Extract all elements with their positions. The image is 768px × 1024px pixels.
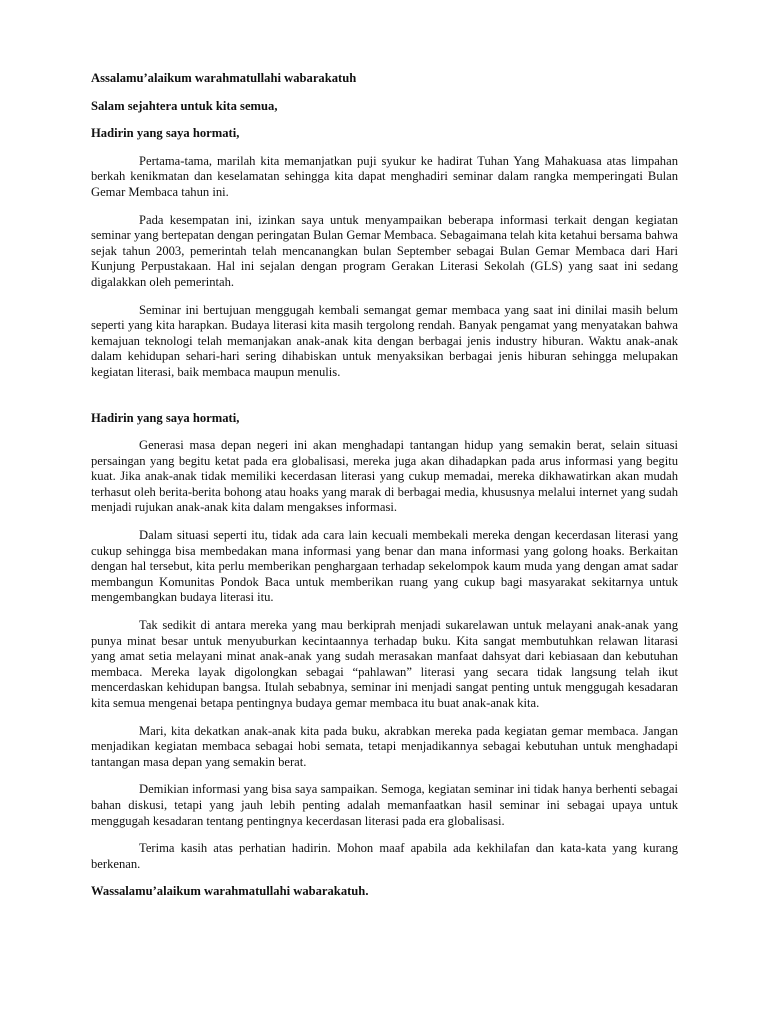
section-spacer bbox=[91, 393, 678, 411]
paragraph-9: Terima kasih atas perhatian hadirin. Mohon maaf apabila ada kekhilafan dan kata-kata yang kurang berkenan. bbox=[91, 841, 678, 871]
paragraph-1: Pertama-tama, marilah kita memanjatkan puji syukur ke hadirat Tuhan Yang Mahakuasa atas limpahan berkah kenikmatan dan keselamatan sehingga kita dapat menghadiri seminar dalam rangka memperingati Bulan Gemar Membaca tahun ini. bbox=[91, 153, 678, 199]
paragraph-5: Dalam situasi seperti itu, tidak ada cara lain kecuali membekali mereka dengan kecerdasan literasi yang cukup sehingga bisa membedakan mana informasi yang benar dan mana informasi yang golong hoaks. Berkaitan dengan hal tersebut, kita perlu memberikan penghargaan terhadap sekelompok kaum muda yang dengan amat sadar membangun Komunitas Pondok Baca untuk memberikan ruang yang cukup bagi masyarakat sekitarnya untuk mengembangkan budaya literasi itu. bbox=[91, 528, 678, 605]
paragraph-4: Generasi masa depan negeri ini akan menghadapi tantangan hidup yang semakin berat, selain situasi persaingan yang begitu ketat pada era globalisasi, mereka juga akan dihadapkan pada arus informasi yang begitu kuat. Jika anak-anak tidak memiliki kecerdasan literasi yang cukup memadai, mereka dikhawatirkan akan mudah terhasut oleh berita-berita bohong atau hoaks yang marak di berbagai media, khususnya melalui internet yang sudah menjadi rujukan anak-anak kita dalam mengakses informasi. bbox=[91, 438, 678, 515]
salutation: Salam sejahtera untuk kita semua, bbox=[91, 98, 278, 113]
paragraph-7: Mari, kita dekatkan anak-anak kita pada buku, akrabkan mereka pada kegiatan gemar membaca. Jangan menjadikan kegiatan membaca sebagai hobi semata, tetapi menjadikannya sebagai kebutuhan untuk menghadapi tantangan masa depan yang semakin berat. bbox=[91, 723, 678, 769]
paragraph-3: Seminar ini bertujuan menggugah kembali semangat gemar membaca yang saat ini dinilai masih belum seperti yang kita harapkan. Budaya literasi kita masih tergolong rendah. Banyak pengamat yang menyatakan bahwa kemajuan teknologi telah memanjakan anak-anak kita dengan berbagai jenis industry hiburan. Waktu anak-anak dalam kehidupan sehari-hari sering dihabiskan untuk menyaksikan berbagai jenis hiburan sehingga melupakan kegiatan literasi, baik membaca maupun menulis. bbox=[91, 302, 678, 379]
paragraph-8: Demikian informasi yang bisa saya sampaikan. Semoga, kegiatan seminar ini tidak hanya berhenti sebagai bahan diskusi, tetapi yang jauh lebih penting adalah memanfaatkan hasil seminar ini sebagai upaya untuk menggugah kesadaran tentang pentingnya kecerdasan literasi pada era globalisasi. bbox=[91, 782, 678, 828]
speech-body bbox=[91, 71, 678, 912]
address-heading-1: Hadirin yang saya hormati, bbox=[91, 126, 240, 141]
opening-greeting: Assalamu’alaikum warahmatullahi wabarakatuh bbox=[91, 71, 357, 85]
closing-greeting: Wassalamu’alaikum warahmatullahi wabarakatuh. bbox=[91, 884, 369, 899]
address-heading-2: Hadirin yang saya hormati, bbox=[91, 410, 240, 425]
paragraph-2: Pada kesempatan ini, izinkan saya untuk menyampaikan beberapa informasi terkait dengan kegiatan seminar yang bertepatan dengan peringatan Bulan Gemar Membaca. Sebagaimana telah kita ketahui bersama bahwa sejak tahun 2003, pemerintah telah mencanangkan bulan September sebagai Bulan Gemar Membaca dari Hari Kunjung Perpustakaan. Hal ini sejalan dengan program Gerakan Literasi Sekolah (GLS) yang saat ini sedang digalakkan oleh pemerintah. bbox=[91, 212, 678, 289]
paragraph-6: Tak sedikit di antara mereka yang mau berkiprah menjadi sukarelawan untuk melayani anak-anak yang punya minat besar untuk menyuburkan kecintaannya terhadap buku. Kita sangat membutuhkan relawan litarasi yang amat setia melayani minat anak-anak yang sudah merasakan manfaat dahsyat dari kebiasaan dan kebutuhan membaca. Mereka layak digolongkan sebagai “pahlawan” literasi yang secara tidak langsung telah ikut mencerdaskan kehidupan bangsa. Itulah sebabnya, seminar ini menjadi sangat penting untuk menggugah kesadaran kita semua mengenai betapa pentingnya budaya gemar membaca itu buat anak-anak kita. bbox=[91, 618, 678, 710]
